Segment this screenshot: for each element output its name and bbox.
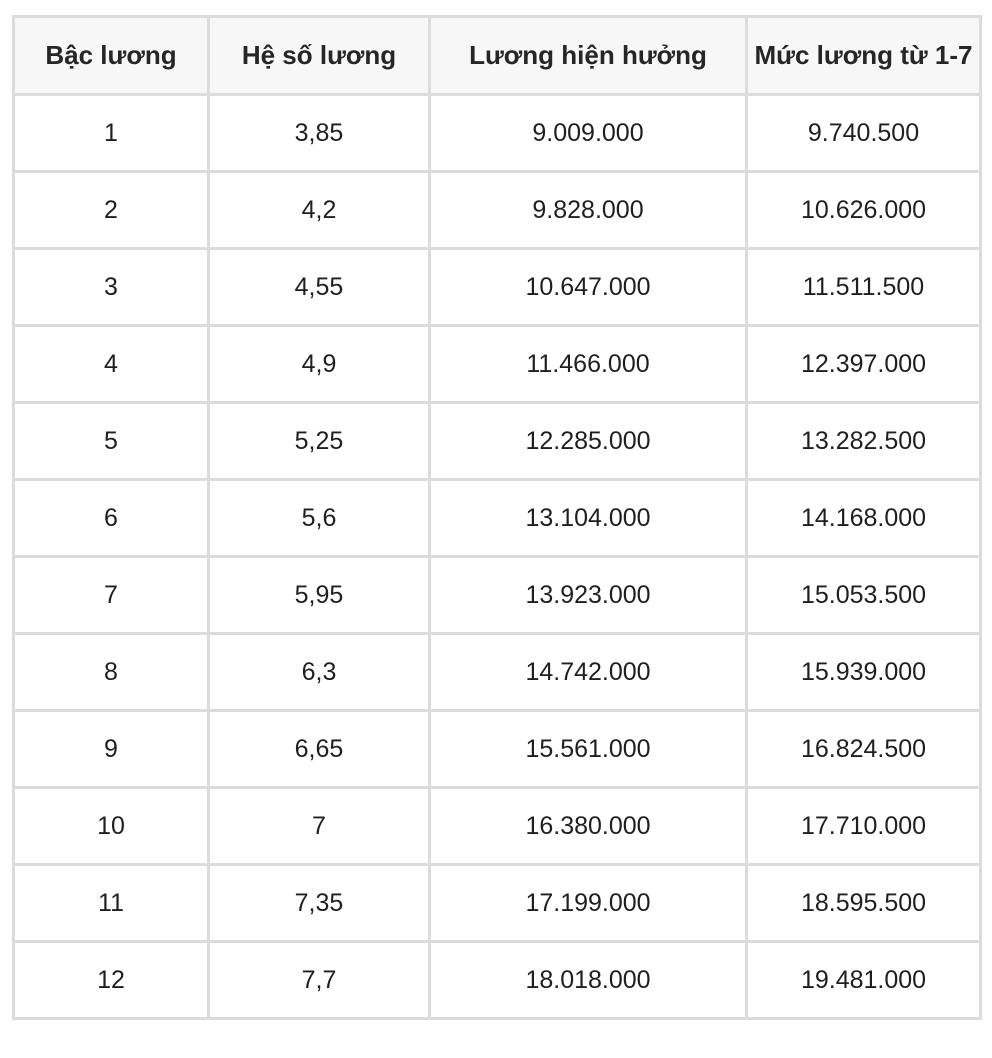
cell-salary-grade: 10 xyxy=(14,788,209,865)
table-body xyxy=(14,95,981,1019)
table-row xyxy=(14,788,981,865)
table-row xyxy=(14,95,981,172)
cell-salary-level: 10.626.000 xyxy=(747,172,981,249)
table-row xyxy=(14,557,981,634)
header-current-salary: Lương hiện hưởng xyxy=(430,17,747,95)
cell-salary-grade: 4 xyxy=(14,326,209,403)
cell-salary-grade: 12 xyxy=(14,942,209,1019)
cell-current-salary: 18.018.000 xyxy=(430,942,747,1019)
table-row xyxy=(14,711,981,788)
header-salary-level: Mức lương từ 1-7 xyxy=(747,17,981,95)
cell-salary-grade: 2 xyxy=(14,172,209,249)
cell-salary-grade: 8 xyxy=(14,634,209,711)
cell-salary-coefficient: 5,95 xyxy=(209,557,430,634)
cell-salary-coefficient: 5,6 xyxy=(209,480,430,557)
cell-salary-level: 12.397.000 xyxy=(747,326,981,403)
cell-salary-grade: 3 xyxy=(14,249,209,326)
cell-salary-level: 15.939.000 xyxy=(747,634,981,711)
cell-salary-grade: 1 xyxy=(14,95,209,172)
cell-current-salary: 13.104.000 xyxy=(430,480,747,557)
table-row xyxy=(14,172,981,249)
salary-table xyxy=(12,15,982,1020)
cell-salary-coefficient: 4,2 xyxy=(209,172,430,249)
header-salary-grade: Bậc lương xyxy=(14,17,209,95)
table-row xyxy=(14,634,981,711)
cell-current-salary: 10.647.000 xyxy=(430,249,747,326)
table-row xyxy=(14,865,981,942)
table-row xyxy=(14,326,981,403)
cell-salary-grade: 5 xyxy=(14,403,209,480)
cell-salary-grade: 6 xyxy=(14,480,209,557)
cell-salary-level: 16.824.500 xyxy=(747,711,981,788)
cell-salary-grade: 9 xyxy=(14,711,209,788)
cell-salary-coefficient: 5,25 xyxy=(209,403,430,480)
cell-current-salary: 11.466.000 xyxy=(430,326,747,403)
table-row xyxy=(14,249,981,326)
cell-salary-coefficient: 4,9 xyxy=(209,326,430,403)
header-salary-coefficient: Hệ số lương xyxy=(209,17,430,95)
cell-salary-coefficient: 3,85 xyxy=(209,95,430,172)
cell-salary-coefficient: 6,65 xyxy=(209,711,430,788)
cell-salary-level: 11.511.500 xyxy=(747,249,981,326)
table-row xyxy=(14,403,981,480)
cell-salary-level: 13.282.500 xyxy=(747,403,981,480)
cell-salary-coefficient: 7 xyxy=(209,788,430,865)
table-row xyxy=(14,480,981,557)
cell-salary-coefficient: 4,55 xyxy=(209,249,430,326)
table-header xyxy=(14,17,981,95)
cell-salary-coefficient: 7,35 xyxy=(209,865,430,942)
cell-current-salary: 9.828.000 xyxy=(430,172,747,249)
cell-salary-level: 17.710.000 xyxy=(747,788,981,865)
cell-salary-level: 18.595.500 xyxy=(747,865,981,942)
cell-current-salary: 14.742.000 xyxy=(430,634,747,711)
header-row xyxy=(14,17,981,95)
cell-salary-grade: 7 xyxy=(14,557,209,634)
cell-current-salary: 12.285.000 xyxy=(430,403,747,480)
cell-current-salary: 17.199.000 xyxy=(430,865,747,942)
cell-salary-coefficient: 7,7 xyxy=(209,942,430,1019)
cell-current-salary: 9.009.000 xyxy=(430,95,747,172)
cell-current-salary: 13.923.000 xyxy=(430,557,747,634)
cell-salary-level: 9.740.500 xyxy=(747,95,981,172)
cell-current-salary: 16.380.000 xyxy=(430,788,747,865)
cell-salary-level: 14.168.000 xyxy=(747,480,981,557)
cell-salary-level: 15.053.500 xyxy=(747,557,981,634)
cell-salary-grade: 11 xyxy=(14,865,209,942)
cell-current-salary: 15.561.000 xyxy=(430,711,747,788)
table-row xyxy=(14,942,981,1019)
cell-salary-level: 19.481.000 xyxy=(747,942,981,1019)
cell-salary-coefficient: 6,3 xyxy=(209,634,430,711)
